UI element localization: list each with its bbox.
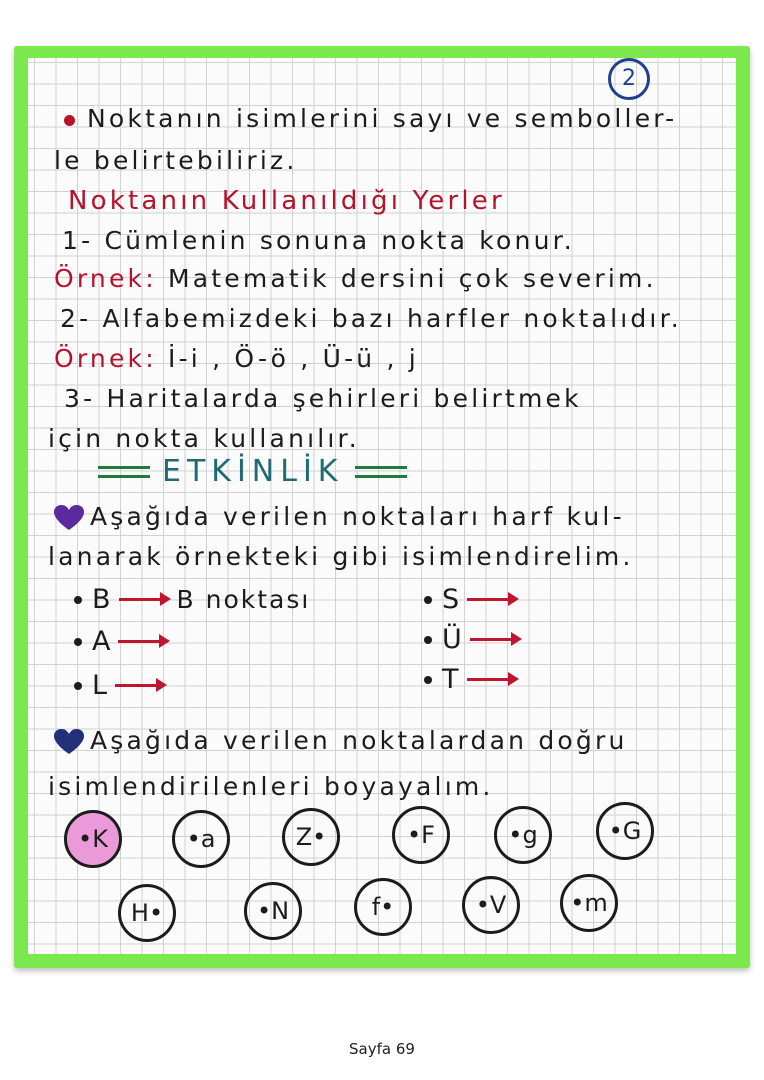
letter-circle[interactable]: •a: [172, 810, 230, 868]
item-3: 3- Haritalarda şehirleri belirtmek: [64, 384, 582, 413]
letter-circle[interactable]: •G: [596, 802, 654, 860]
example-label: Örnek:: [54, 264, 157, 293]
letter-circle[interactable]: •m: [560, 874, 618, 932]
pair-letter: Ü: [442, 624, 462, 655]
letter-circle[interactable]: •K: [64, 810, 122, 868]
red-arrow-icon: [118, 640, 166, 643]
example-2: [54, 344, 419, 373]
red-bullet-icon: [64, 115, 75, 126]
task-1-text-1: Aşağıda verilen noktaları harf kul-: [90, 502, 625, 531]
intro-line-1: [64, 104, 677, 133]
red-arrow-icon: [470, 638, 518, 641]
item-3-continued: için nokta kullanılır.: [48, 424, 360, 453]
red-arrow-icon: [467, 598, 515, 601]
task-2-text-1: Aşağıda verilen noktalardan doğru: [90, 726, 628, 755]
task-1-line-2: lanarak örnekteki gibi isimlendirelim.: [48, 542, 634, 571]
pair-s: [424, 584, 525, 615]
page-footer: Sayfa 69: [349, 1040, 415, 1058]
letter-circle[interactable]: H•: [118, 884, 176, 942]
letter-circle[interactable]: •g: [494, 806, 552, 864]
activity-title-row: [98, 454, 407, 489]
dot-icon: [424, 596, 432, 604]
red-arrow-icon: [119, 598, 167, 601]
pair-b: [74, 584, 310, 615]
letter-circle[interactable]: f•: [354, 878, 412, 936]
double-line-icon: [355, 466, 407, 478]
red-arrow-icon: [115, 684, 163, 687]
page-number-circle: 2: [608, 58, 650, 100]
task-1-line-1: [54, 502, 625, 531]
example-1: [54, 264, 657, 293]
dot-icon: [74, 596, 82, 604]
dot-icon: [74, 682, 82, 690]
graph-paper-page: [28, 58, 736, 954]
section-heading: Noktanın Kullanıldığı Yerler: [68, 186, 505, 216]
task-2-line-2: isimlendirilenleri boyayalım.: [48, 772, 494, 801]
intro-line-2: le belirtebiliriz.: [54, 146, 298, 175]
letter-circle[interactable]: •N: [244, 882, 302, 940]
red-arrow-icon: [467, 678, 515, 681]
pair-letter: L: [92, 670, 108, 701]
dot-icon: [74, 638, 82, 646]
letter-circle[interactable]: Z•: [282, 808, 340, 866]
pair-a: [74, 626, 176, 657]
blue-heart-icon: [54, 729, 84, 755]
pair-l: [74, 670, 173, 701]
item-2: 2- Alfabemizdeki bazı harfler noktalıdır.: [60, 304, 682, 333]
pair-u: [424, 624, 528, 655]
double-line-icon: [98, 466, 150, 478]
example-text: İ-i , Ö-ö , Ü-ü , j: [156, 344, 419, 373]
pair-letter: S: [442, 584, 460, 615]
example-text: Matematik dersini çok severim.: [156, 264, 657, 293]
intro-text-1: Noktanın isimlerini sayı ve semboller-: [87, 104, 678, 133]
purple-heart-icon: [54, 505, 84, 531]
dot-icon: [424, 676, 432, 684]
item-1: 1- Cümlenin sonuna nokta konur.: [62, 226, 575, 255]
activity-title: ETKİNLİK: [162, 454, 344, 489]
task-2-line-1: [54, 726, 628, 755]
letter-circle[interactable]: •V: [462, 876, 520, 934]
example-label: Örnek:: [54, 344, 157, 373]
pair-letter: B: [92, 584, 111, 615]
letter-circle[interactable]: •F: [392, 806, 450, 864]
pair-letter: T: [442, 664, 459, 695]
pair-letter: A: [92, 626, 111, 657]
pair-t: [424, 664, 525, 695]
dot-icon: [424, 636, 432, 644]
pair-answer: B noktası: [176, 585, 311, 614]
